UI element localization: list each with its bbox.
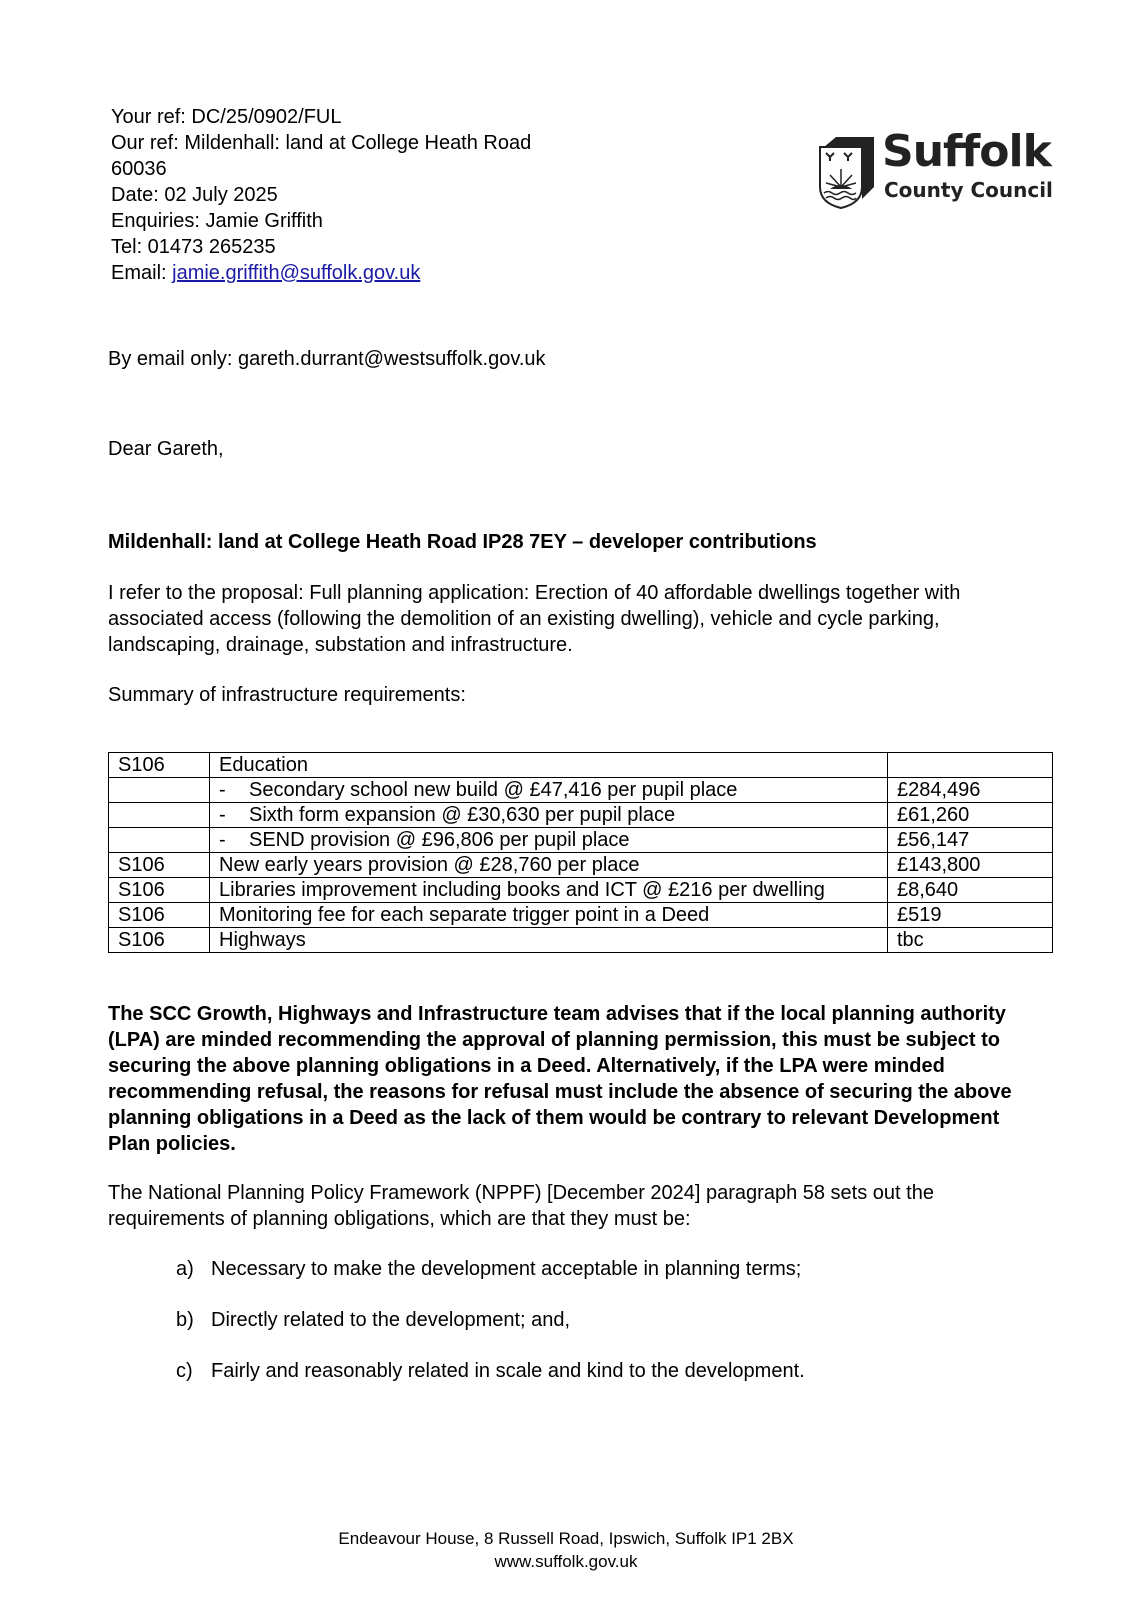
table-row <box>109 903 1053 928</box>
amount-cell: £284,496 <box>888 778 1053 803</box>
summary-heading: Summary of infrastructure requirements: <box>108 684 466 706</box>
bullet-dash: - <box>219 779 226 801</box>
description-cell: New early years provision @ £28,760 per place <box>210 853 888 878</box>
description-cell <box>210 828 888 853</box>
amount-cell: £8,640 <box>888 878 1053 903</box>
description-text: Secondary school new build @ £47,416 per pupil place <box>249 779 738 801</box>
description-cell: Education <box>210 753 888 778</box>
amount-cell <box>888 753 1053 778</box>
table-row <box>109 928 1053 953</box>
obligation-type-cell: S106 <box>109 928 210 953</box>
enquiries: Enquiries: Jamie Griffith <box>111 210 323 232</box>
advice-paragraph: The SCC Growth, Highways and Infrastructure team advises that if the local planning authority (LPA) are minded recommending the approval of planning permission, this must be subject to securing the above planning obligations in a Deed. Alternatively, if the LPA were minded recommending refusal, the reasons for refusal must include the absence of securing the above planning obligations in a Deed as the lack of them would be contrary to relevant Development Plan policies. <box>108 1003 1012 1155</box>
nppf-paragraph: The National Planning Policy Framework (NPPF) [December 2024] paragraph 58 sets out the requirements of planning obligations, which are that they must be: <box>108 1182 934 1230</box>
description-text: SEND provision @ £96,806 per pupil place <box>249 829 630 851</box>
suffolk-logo <box>818 126 1063 213</box>
description-text: Sixth form expansion @ £30,630 per pupil place <box>249 804 676 826</box>
obligation-type-cell <box>109 803 210 828</box>
recipient: By email only: gareth.durrant@westsuffolk.gov.uk <box>108 348 546 370</box>
your-ref: Your ref: DC/25/0902/FUL <box>111 106 342 128</box>
list-item-label: b) <box>176 1309 194 1331</box>
list-item-label: c) <box>176 1360 193 1382</box>
amount-cell: £61,260 <box>888 803 1053 828</box>
table-row <box>109 803 1053 828</box>
footer-website[interactable]: www.suffolk.gov.uk <box>494 1552 638 1571</box>
email-link[interactable]: jamie.griffith@suffolk.gov.uk <box>172 262 421 284</box>
footer <box>0 1527 1132 1573</box>
intro-paragraph: I refer to the proposal: Full planning application: Erection of 40 affordable dwellings together with associated access (following the demolition of an existing dwelling), vehicle and cycle parking, landscaping, drainage, substation and infrastructure. <box>108 582 961 656</box>
telephone: Tel: 01473 265235 <box>111 236 276 258</box>
obligation-type-cell: S106 <box>109 903 210 928</box>
obligation-type-cell: S106 <box>109 753 210 778</box>
list-item <box>176 1256 801 1282</box>
logo-name: Suffolk <box>882 126 1051 177</box>
email-label: Email: <box>111 262 173 284</box>
logo-subtitle: County Council <box>884 178 1053 202</box>
amount-cell: £56,147 <box>888 828 1053 853</box>
table-row <box>109 778 1053 803</box>
list-item-label: a) <box>176 1258 194 1280</box>
table-row <box>109 878 1053 903</box>
subject-heading: Mildenhall: land at College Heath Road IP28 7EY – developer contributions <box>108 531 817 553</box>
table-row <box>109 853 1053 878</box>
list-item-text: Fairly and reasonably related in scale and kind to the development. <box>211 1360 805 1382</box>
our-ref-number: 60036 <box>111 158 167 180</box>
table-row <box>109 828 1053 853</box>
description-cell: Libraries improvement including books and ICT @ £216 per dwelling <box>210 878 888 903</box>
amount-cell: £143,800 <box>888 853 1053 878</box>
requirements-table <box>108 752 1053 953</box>
our-ref: Our ref: Mildenhall: land at College Heath Road <box>111 132 532 154</box>
obligation-type-cell <box>109 828 210 853</box>
letter-date: Date: 02 July 2025 <box>111 184 278 206</box>
footer-address: Endeavour House, 8 Russell Road, Ipswich, Suffolk IP1 2BX <box>338 1529 794 1548</box>
obligation-type-cell <box>109 778 210 803</box>
bullet-dash: - <box>219 829 226 851</box>
reference-block <box>111 104 531 286</box>
list-item <box>176 1307 570 1333</box>
list-item-text: Necessary to make the development acceptable in planning terms; <box>211 1258 802 1280</box>
obligation-type-cell: S106 <box>109 853 210 878</box>
obligation-type-cell: S106 <box>109 878 210 903</box>
list-item-text: Directly related to the development; and, <box>211 1309 571 1331</box>
description-cell: Monitoring fee for each separate trigger point in a Deed <box>210 903 888 928</box>
table-row <box>109 753 1053 778</box>
description-cell <box>210 803 888 828</box>
email-line <box>111 260 531 286</box>
description-cell <box>210 778 888 803</box>
amount-cell: £519 <box>888 903 1053 928</box>
description-cell: Highways <box>210 928 888 953</box>
list-item <box>176 1358 805 1384</box>
suffolk-crest-icon <box>818 135 876 209</box>
salutation: Dear Gareth, <box>108 438 224 460</box>
amount-cell: tbc <box>888 928 1053 953</box>
bullet-dash: - <box>219 804 226 826</box>
